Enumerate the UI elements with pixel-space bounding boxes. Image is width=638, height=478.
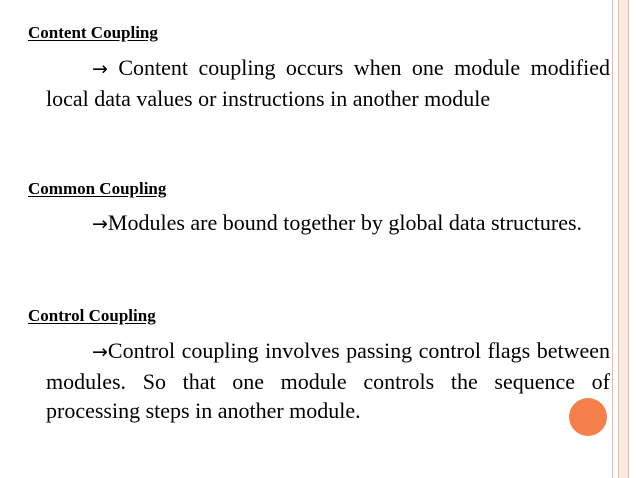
arrow-icon: →: [92, 58, 108, 80]
section-heading-content-coupling: Content Coupling: [28, 23, 158, 42]
section-text: Control coupling involves passing control flags between modules. So that one module controls the sequence of processing steps in another module.: [46, 338, 610, 423]
decorative-circle: [569, 398, 607, 436]
section-text: Content coupling occurs when one module modified local data values or instructions in another module: [46, 55, 610, 111]
section-heading-control-coupling: Control Coupling: [28, 306, 156, 325]
right-border-line: [618, 0, 619, 478]
section-body-content-coupling: [46, 53, 610, 113]
section-body-common-coupling: [46, 208, 610, 239]
right-border-line: [612, 0, 613, 478]
arrow-icon: →: [92, 341, 108, 363]
right-border-band: [619, 0, 628, 478]
section-text: Modules are bound together by global data structures.: [107, 210, 583, 235]
section-heading-common-coupling: Common Coupling: [28, 179, 167, 198]
arrow-icon: →: [92, 213, 108, 235]
right-border-line: [628, 0, 629, 478]
section-body-control-coupling: [46, 336, 610, 425]
